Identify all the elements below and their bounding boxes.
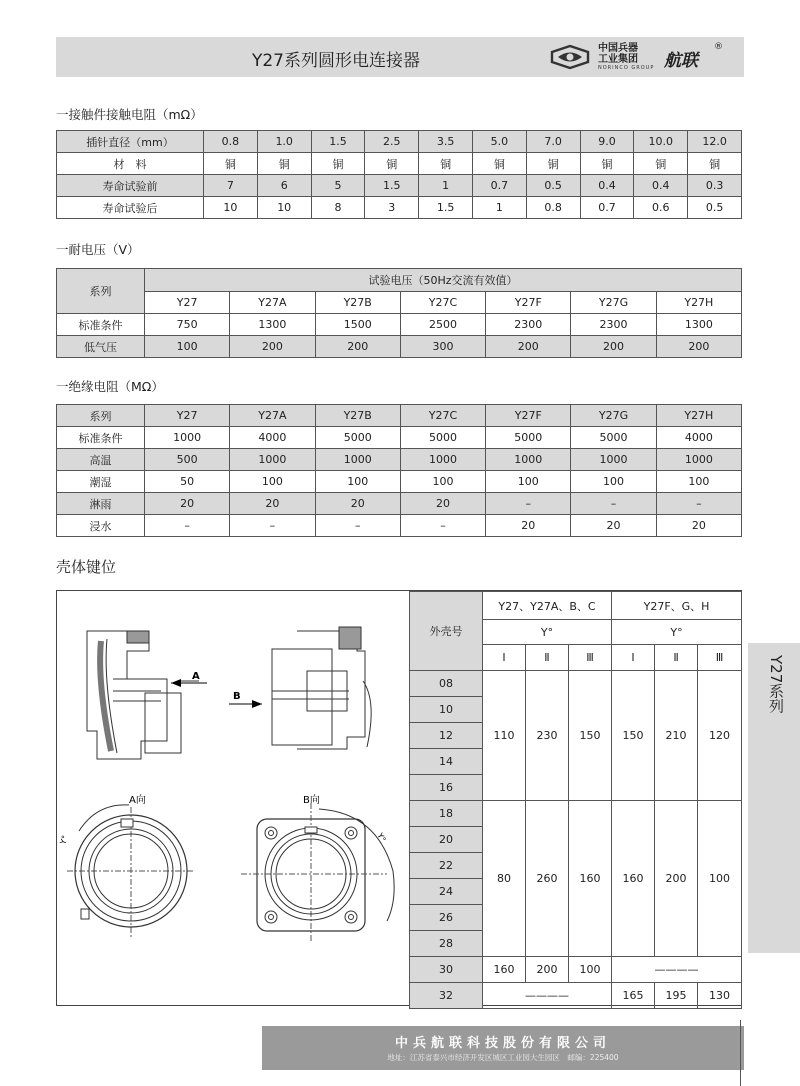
section-shell-key-heading: 壳体键位: [56, 558, 117, 576]
table-cell: 200: [526, 957, 569, 983]
series-side-tab: Y27系列: [748, 643, 800, 953]
table-cell: 5000: [486, 427, 571, 449]
table-cell: Y27C: [400, 405, 485, 427]
table-cell: 10: [204, 197, 258, 219]
table-cell: 100: [698, 801, 742, 957]
table-row: [410, 957, 742, 983]
table-cell: Y27C: [400, 292, 485, 314]
shell-size-cell: 20: [410, 827, 483, 853]
table-cell: 165: [612, 983, 655, 1009]
table-cell: 铜: [634, 153, 688, 175]
table-cell: 1000: [400, 449, 485, 471]
table-row: [57, 471, 742, 493]
table-cell: Y27B: [315, 292, 400, 314]
table-cell: 5: [311, 175, 365, 197]
table-cell: 750: [145, 314, 230, 336]
table-cell: Y27B: [315, 405, 400, 427]
table-cell: 1300: [656, 314, 741, 336]
table-cell: ————: [612, 957, 742, 983]
table-cell: 1.0: [257, 131, 311, 153]
table-row: [57, 449, 742, 471]
brand-name: 航联: [664, 51, 698, 71]
table-cell: 淋雨: [57, 493, 145, 515]
table-cell: 200: [655, 801, 698, 957]
table-cell: 1300: [230, 314, 315, 336]
table-cell: 寿命试验后: [57, 197, 204, 219]
table-cell: 1000: [656, 449, 741, 471]
table-row: [410, 983, 742, 1009]
shell-size-cell: 32: [410, 983, 483, 1009]
table-cell: 120: [698, 671, 742, 801]
table-cell: 20: [486, 515, 571, 537]
table-cell: 2300: [486, 314, 571, 336]
table-cell: 铜: [472, 153, 526, 175]
table-cell: 浸水: [57, 515, 145, 537]
table-cell: 160: [483, 957, 526, 983]
table-row: [57, 197, 742, 219]
table-cell: 200: [486, 336, 571, 358]
table-cell: Y27F、G、H: [612, 592, 742, 620]
svg-text:A: A: [192, 671, 200, 682]
table-cell: 高温: [57, 449, 145, 471]
table-cell: Y27H: [656, 292, 741, 314]
contact-resistance-table: [56, 130, 742, 219]
table-cell: Ⅱ: [655, 645, 698, 671]
shell-size-cell: 24: [410, 879, 483, 905]
shell-size-cell: 08: [410, 671, 483, 697]
table-cell: 1000: [571, 449, 656, 471]
table-cell: –: [656, 493, 741, 515]
table-cell: Y27H: [656, 405, 741, 427]
table-cell: 12.0: [688, 131, 742, 153]
table-row: [57, 314, 742, 336]
table-cell: Y°: [612, 620, 742, 645]
shell-size-cell: 14: [410, 749, 483, 775]
table-cell: 200: [315, 336, 400, 358]
table-cell: 9.0: [580, 131, 634, 153]
table-cell: 230: [526, 671, 569, 801]
table-cell: 低气压: [57, 336, 145, 358]
table-cell: Ⅱ: [526, 645, 569, 671]
table-cell: 0.7: [472, 175, 526, 197]
table-row: [57, 515, 742, 537]
table-cell: 200: [230, 336, 315, 358]
table-cell: 寿命试验前: [57, 175, 204, 197]
table-cell: 100: [400, 471, 485, 493]
table-cell: Y27: [145, 292, 230, 314]
company-address: 地址：江苏省泰兴市经济开发区城区工业园大生园区 邮编：225400: [387, 1053, 619, 1062]
shell-no-header: 外壳号: [410, 592, 483, 671]
table-cell: 150: [569, 671, 612, 801]
table-cell: 200: [656, 336, 741, 358]
table-cell: 铜: [257, 153, 311, 175]
table-cell: Y27A: [230, 292, 315, 314]
table-cell: –: [400, 515, 485, 537]
table-cell: 1.5: [419, 197, 473, 219]
table-cell: 铜: [580, 153, 634, 175]
table-cell: 8: [311, 197, 365, 219]
svg-text:Y°: Y°: [58, 834, 70, 846]
table-cell: 110: [483, 671, 526, 801]
table-cell: 标准条件: [57, 314, 145, 336]
table-cell: Y27F: [486, 405, 571, 427]
table-cell: 150: [612, 671, 655, 801]
table-cell: 20: [571, 515, 656, 537]
table-cell: 0.5: [688, 197, 742, 219]
table-cell: ————: [483, 983, 612, 1009]
table-cell: 100: [145, 336, 230, 358]
table-cell: 7.0: [526, 131, 580, 153]
test-voltage-header: 试验电压（50Hz交流有效值）: [145, 269, 742, 292]
table-cell: 5000: [315, 427, 400, 449]
table-cell: 系列: [57, 405, 145, 427]
table-cell: 0.5: [526, 175, 580, 197]
table-cell: 7: [204, 175, 258, 197]
table-cell: 1000: [486, 449, 571, 471]
table-cell: 10.0: [634, 131, 688, 153]
table-cell: 铜: [688, 153, 742, 175]
table-cell: Y27G: [571, 405, 656, 427]
table-cell: 130: [698, 983, 742, 1009]
table-cell: 潮湿: [57, 471, 145, 493]
table-cell: 160: [569, 801, 612, 957]
shell-size-cell: 28: [410, 931, 483, 957]
table-row: [57, 175, 742, 197]
withstand-voltage-table: [56, 268, 742, 358]
table-cell: 0.7: [580, 197, 634, 219]
table-cell: 铜: [311, 153, 365, 175]
shell-size-cell: 10: [410, 697, 483, 723]
table-cell: Y27G: [571, 292, 656, 314]
table-cell: 2300: [571, 314, 656, 336]
table-cell: 2.5: [365, 131, 419, 153]
company-name: 中兵航联科技股份有限公司: [394, 1036, 611, 1051]
table-cell: –: [230, 515, 315, 537]
insulation-table: [56, 404, 742, 537]
table-cell: 100: [569, 957, 612, 983]
table-cell: 260: [526, 801, 569, 957]
table-cell: 100: [656, 471, 741, 493]
table-cell: 5000: [400, 427, 485, 449]
shell-key-table: [409, 591, 742, 1009]
table-cell: 210: [655, 671, 698, 801]
company-footer: [262, 1026, 744, 1070]
page-title: Y27系列圆形电连接器: [251, 51, 421, 71]
table-cell: 100: [315, 471, 400, 493]
table-cell: 100: [230, 471, 315, 493]
table-row: [410, 592, 742, 620]
table-cell: 20: [145, 493, 230, 515]
connector-drawing: [57, 591, 409, 1005]
shell-key-panel: [56, 590, 742, 1006]
table-cell: Y27A: [230, 405, 315, 427]
table-row: [57, 427, 742, 449]
table-cell: Ⅲ: [698, 645, 742, 671]
table-row: [57, 292, 742, 314]
table-cell: 标准条件: [57, 427, 145, 449]
table-cell: 0.8: [526, 197, 580, 219]
table-cell: 铜: [526, 153, 580, 175]
table-cell: 160: [612, 801, 655, 957]
table-cell: 1500: [315, 314, 400, 336]
shell-size-cell: 30: [410, 957, 483, 983]
table-cell: 0.4: [580, 175, 634, 197]
table-cell: 1000: [230, 449, 315, 471]
table-cell: 4000: [230, 427, 315, 449]
table-cell: –: [486, 493, 571, 515]
logo-text-en: NORINCO GROUP: [598, 65, 655, 71]
table-row: [410, 671, 742, 697]
table-cell: 0.8: [204, 131, 258, 153]
table-cell: 材 料: [57, 153, 204, 175]
table-cell: 300: [400, 336, 485, 358]
section-withstand-voltage-heading: 一耐电压（V）: [56, 242, 140, 257]
series-header: 系列: [57, 269, 145, 314]
table-cell: 10: [257, 197, 311, 219]
table-row: [57, 493, 742, 515]
table-cell: 2500: [400, 314, 485, 336]
table-cell: 1.5: [365, 175, 419, 197]
svg-text:B: B: [233, 691, 241, 702]
table-cell: 100: [571, 471, 656, 493]
svg-text:A向: A向: [129, 795, 146, 806]
table-cell: –: [145, 515, 230, 537]
table-cell: 铜: [204, 153, 258, 175]
table-cell: Y27: [145, 405, 230, 427]
table-cell: –: [315, 515, 400, 537]
table-row: [57, 153, 742, 175]
svg-text:B向: B向: [303, 795, 320, 806]
table-row: [57, 405, 742, 427]
table-cell: 0.3: [688, 175, 742, 197]
table-cell: 铜: [419, 153, 473, 175]
table-cell: 20: [230, 493, 315, 515]
section-insulation-heading: 一绝缘电阻（MΩ）: [56, 379, 164, 394]
table-cell: 6: [257, 175, 311, 197]
table-row: [57, 336, 742, 358]
table-cell: Ⅲ: [569, 645, 612, 671]
table-cell: 铜: [365, 153, 419, 175]
table-cell: Y27、Y27A、B、C: [483, 592, 612, 620]
divider: [740, 1020, 741, 1086]
table-cell: 5000: [571, 427, 656, 449]
table-cell: 20: [656, 515, 741, 537]
table-cell: –: [571, 493, 656, 515]
table-cell: 1: [419, 175, 473, 197]
logo-text-cn: 中国兵器 工业集团: [598, 43, 638, 65]
table-cell: 3: [365, 197, 419, 219]
table-cell: 0.4: [634, 175, 688, 197]
table-cell: Y27F: [486, 292, 571, 314]
table-cell: Ⅰ: [483, 645, 526, 671]
table-cell: Ⅰ: [612, 645, 655, 671]
table-cell: 5.0: [472, 131, 526, 153]
table-row: [57, 131, 742, 153]
table-cell: 1: [472, 197, 526, 219]
section-contact-resistance-heading: 一接触件接触电阻（mΩ）: [56, 107, 203, 122]
table-cell: 20: [315, 493, 400, 515]
shell-size-cell: 16: [410, 775, 483, 801]
shell-size-cell: 12: [410, 723, 483, 749]
table-cell: 50: [145, 471, 230, 493]
table-cell: 200: [571, 336, 656, 358]
page-header: [56, 37, 744, 77]
table-cell: 3.5: [419, 131, 473, 153]
table-cell: 195: [655, 983, 698, 1009]
table-cell: 80: [483, 801, 526, 957]
shell-size-cell: 26: [410, 905, 483, 931]
shell-size-cell: 18: [410, 801, 483, 827]
table-cell: 1000: [145, 427, 230, 449]
table-cell: 100: [486, 471, 571, 493]
table-cell: Y°: [483, 620, 612, 645]
registered-mark: ®: [714, 42, 723, 52]
table-cell: 500: [145, 449, 230, 471]
svg-text:Y°: Y°: [375, 831, 388, 844]
table-cell: 20: [400, 493, 485, 515]
norinco-logo-icon: [548, 44, 592, 70]
table-cell: 1.5: [311, 131, 365, 153]
company-logo: [542, 41, 738, 73]
shell-size-cell: 22: [410, 853, 483, 879]
table-cell: 1000: [315, 449, 400, 471]
table-cell: 0.6: [634, 197, 688, 219]
table-cell: 4000: [656, 427, 741, 449]
table-cell: 插针直径（mm）: [57, 131, 204, 153]
table-row: [410, 801, 742, 827]
